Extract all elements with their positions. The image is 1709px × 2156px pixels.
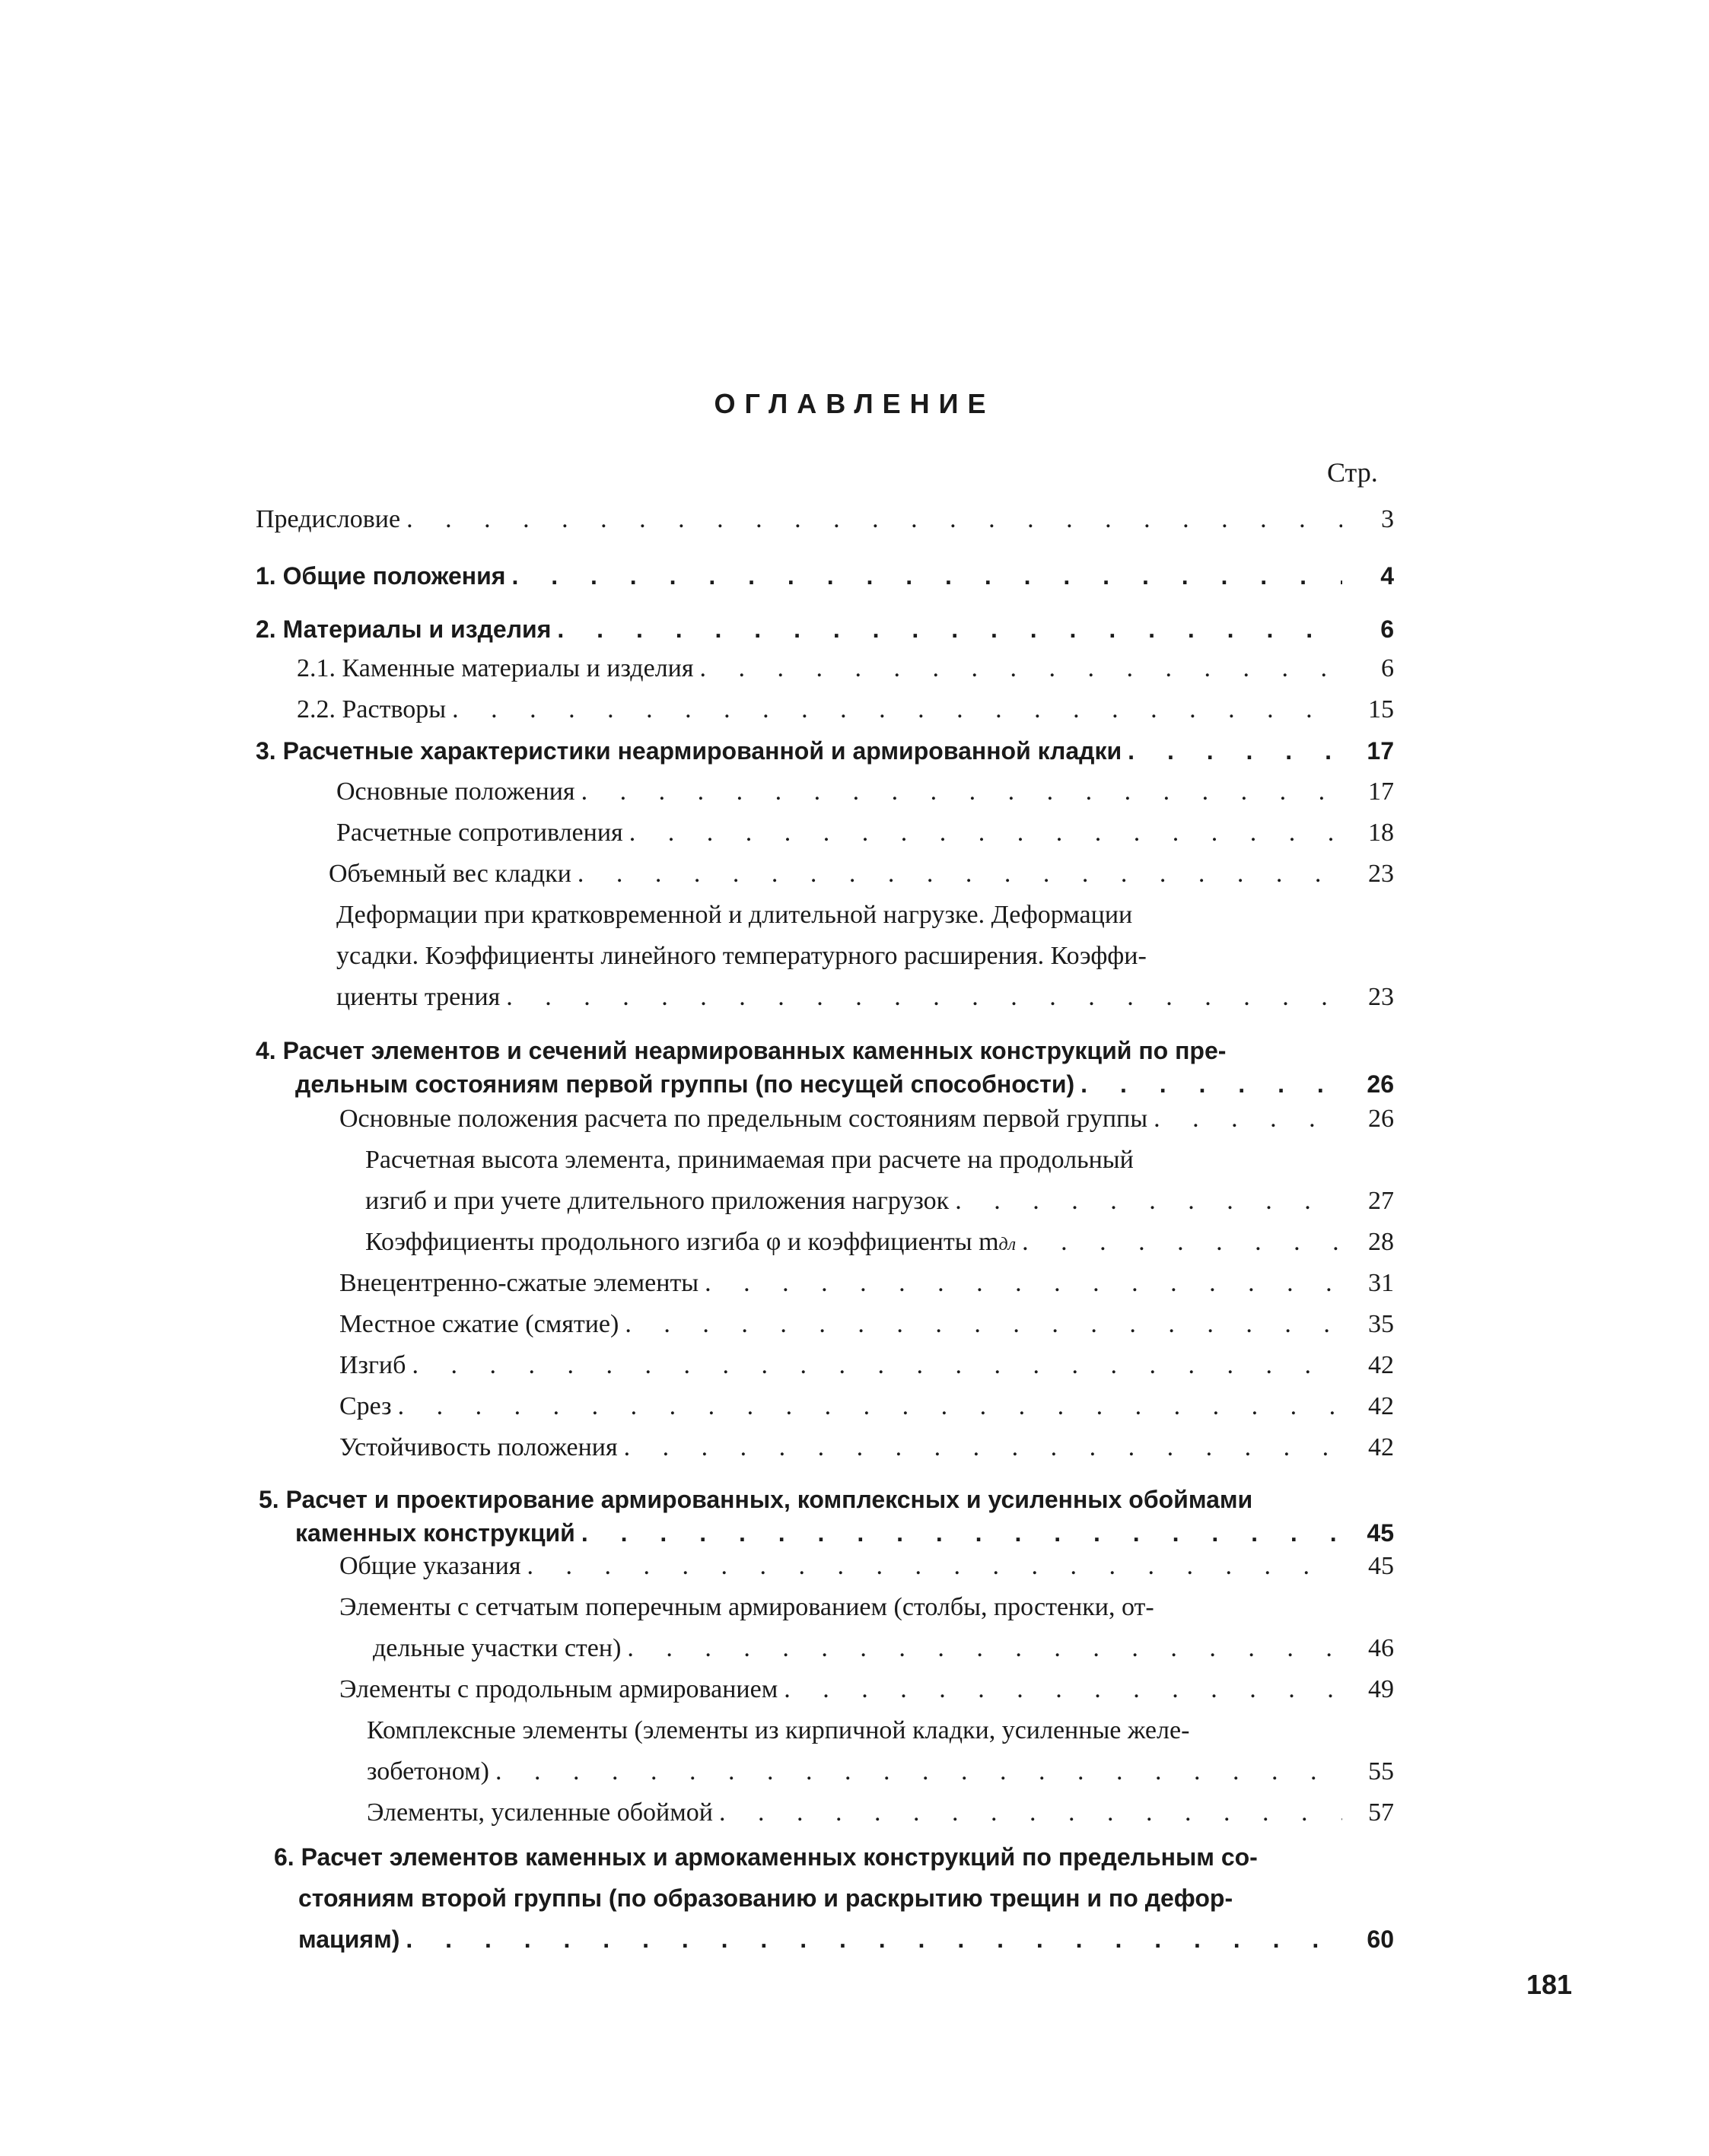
toc-entry-page: 23 xyxy=(1368,983,1394,1011)
toc-entry-page: 49 xyxy=(1368,1675,1394,1703)
toc-entry-page: 35 xyxy=(1368,1310,1394,1338)
toc-entry-page: 42 xyxy=(1368,1433,1394,1461)
toc-entry xyxy=(339,1345,1394,1386)
toc-entry-title: 2.2. Растворы xyxy=(297,695,447,723)
toc-heading: ОГЛАВЛЕНИЕ xyxy=(714,388,995,419)
toc-entry xyxy=(256,499,1394,540)
toc-entry xyxy=(339,1546,1394,1587)
toc-entry-title: 1. Общие положения xyxy=(256,562,506,590)
page-column-label: Стр. xyxy=(1327,457,1378,488)
toc-entry-section-4 xyxy=(256,1038,1394,1105)
toc-entry-page: 6 xyxy=(1381,654,1394,682)
toc-entry xyxy=(336,895,1394,1018)
toc-entry-title: каменных конструкций xyxy=(295,1519,575,1547)
toc-entry-page: 28 xyxy=(1368,1228,1394,1256)
toc-entry-title: Элементы, усиленные обоймой xyxy=(367,1798,713,1827)
toc-entry-title: зобетоном) xyxy=(367,1757,489,1786)
toc-entry xyxy=(339,1304,1394,1345)
toc-entry-page: 26 xyxy=(1368,1105,1394,1133)
toc-entry-title: циенты трения xyxy=(336,983,501,1011)
toc-entry-page: 15 xyxy=(1368,695,1394,723)
toc-entry-line: 5. Расчет и проектирование армированных, комплексных и усиленных обоймами xyxy=(259,1486,1253,1513)
toc-entry-line: 4. Расчет элементов и сечений неармированных каменных конструкций по пре- xyxy=(256,1037,1227,1064)
toc-entry-section-6 xyxy=(274,1836,1394,1960)
toc-entry xyxy=(367,1710,1394,1792)
toc-entry-page: 57 xyxy=(1368,1798,1394,1827)
toc-entry-line: Расчетная высота элемента, принимаемая при расчете на продольный xyxy=(365,1146,1134,1174)
toc-entry-page: 46 xyxy=(1368,1634,1394,1662)
toc-entry xyxy=(365,1222,1394,1265)
page-number: 181 xyxy=(1526,1969,1573,2000)
toc-entry xyxy=(367,1792,1394,1833)
toc-entry xyxy=(336,812,1394,854)
toc-entry-page: 18 xyxy=(1368,819,1394,847)
toc-entry-page: 3 xyxy=(1381,505,1394,533)
toc-entry-line: усадки. Коэффициенты линейного температурного расширения. Коэффи- xyxy=(336,942,1147,970)
toc-entry-page: 17 xyxy=(1368,777,1394,806)
toc-entry-section-1 xyxy=(256,555,1394,596)
toc-entry xyxy=(339,1099,1394,1140)
toc-entry xyxy=(336,771,1394,812)
toc-entry-line: 6. Расчет элементов каменных и армокаменных конструкций по предельным со- xyxy=(274,1843,1258,1871)
toc-entry-page: 45 xyxy=(1367,1519,1394,1547)
toc-entry-page: 42 xyxy=(1368,1351,1394,1379)
toc-entry-title: Устойчивость положения xyxy=(339,1433,618,1461)
toc-entry-section-5 xyxy=(259,1487,1394,1553)
toc-entry-title: изгиб и при учете длительного приложения нагрузок xyxy=(365,1187,950,1215)
toc-entry-title: Объемный вес кладки xyxy=(329,860,571,888)
toc-entry-section-2 xyxy=(256,609,1394,650)
toc-entry-title: 2. Материалы и изделия xyxy=(256,615,552,643)
toc-entry-page: 4 xyxy=(1380,562,1394,590)
toc-entry-title: дельным состояниям первой группы (по несущей способности) xyxy=(295,1070,1075,1098)
toc-entry-title: Элементы с продольным армированием xyxy=(339,1675,778,1703)
toc-entry xyxy=(297,689,1394,730)
toc-entry-line: стояниям второй группы (по образованию и раскрытию трещин и по дефор- xyxy=(298,1884,1233,1912)
toc-entry-page: 60 xyxy=(1367,1925,1394,1953)
toc-entry-title: Местное сжатие (смятие) xyxy=(339,1310,619,1338)
toc-entry-title: Предисловие xyxy=(256,505,401,533)
toc-entry-title: мациям) xyxy=(298,1925,400,1953)
toc-entry-subscript: дл xyxy=(998,1235,1017,1254)
toc-entry-title: Изгиб xyxy=(339,1351,406,1379)
toc-entry xyxy=(339,1263,1394,1304)
toc-entry-title: Коэффициенты продольного изгиба φ и коэффициенты m xyxy=(365,1228,999,1256)
toc-entry-page: 27 xyxy=(1368,1187,1394,1215)
toc-entry-title: Срез xyxy=(339,1392,392,1420)
toc-entry-title: Внецентренно-сжатые элементы xyxy=(339,1269,699,1297)
toc-entry xyxy=(339,1587,1394,1669)
toc-entry-page: 17 xyxy=(1367,737,1394,765)
toc-entry-title: Общие указания xyxy=(339,1552,521,1580)
toc-entry-line: Элементы с сетчатым поперечным армированием (столбы, простенки, от- xyxy=(339,1593,1154,1621)
toc-entry-title: Основные положения xyxy=(336,777,575,806)
toc-entry-title: 3. Расчетные характеристики неармированной и армированной кладки xyxy=(256,737,1122,765)
toc-entry-title: Основные положения расчета по предельным состояниям первой группы xyxy=(339,1105,1148,1133)
toc-entry-page: 42 xyxy=(1368,1392,1394,1420)
toc-entry-section-3 xyxy=(256,730,1394,771)
toc-entry-title: Расчетные сопротивления xyxy=(336,819,623,847)
toc-entry xyxy=(329,854,1394,895)
toc-entry xyxy=(339,1669,1394,1710)
toc-entry xyxy=(297,648,1394,689)
toc-entry-title: 2.1. Каменные материалы и изделия xyxy=(297,654,694,682)
toc-entry-page: 6 xyxy=(1380,615,1394,643)
toc-entry-page: 31 xyxy=(1368,1269,1394,1297)
toc-entry-page: 55 xyxy=(1368,1757,1394,1786)
toc-entry-line: Деформации при кратковременной и длительной нагрузке. Деформации xyxy=(336,901,1133,929)
toc-entry-title: дельные участки стен) xyxy=(373,1634,622,1662)
toc-entry-line: Комплексные элементы (элементы из кирпичной кладки, усиленные желе- xyxy=(367,1716,1190,1744)
toc-entry-page: 45 xyxy=(1368,1552,1394,1580)
toc-entry xyxy=(339,1386,1394,1427)
toc-entry-page: 23 xyxy=(1368,860,1394,888)
toc-entry-page: 26 xyxy=(1367,1070,1394,1098)
toc-entry xyxy=(339,1427,1394,1468)
toc-entry xyxy=(365,1140,1394,1222)
